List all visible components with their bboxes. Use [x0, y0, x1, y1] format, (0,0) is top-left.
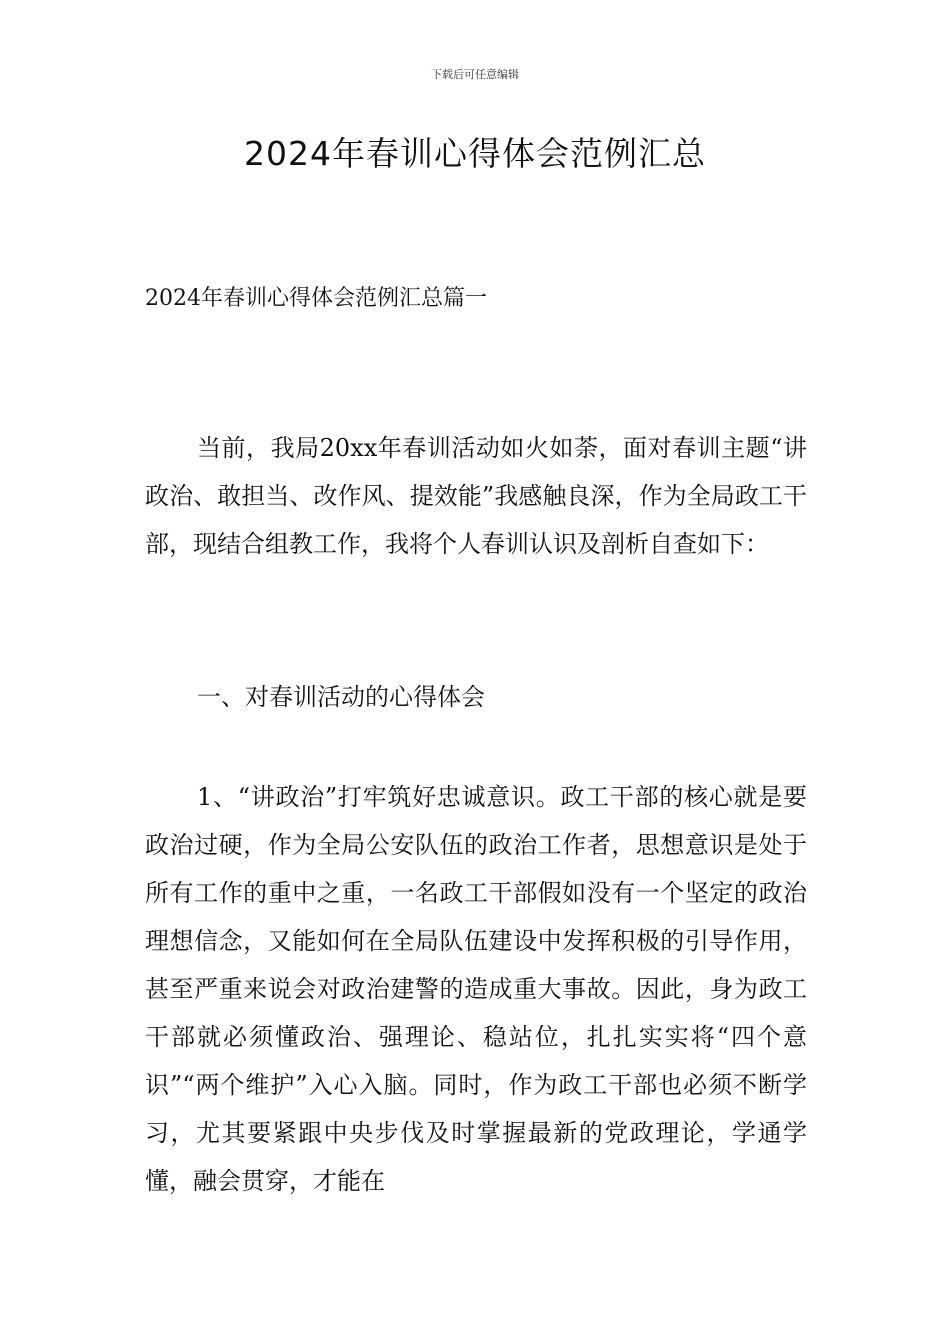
header-note: 下载后可任意编辑 [431, 68, 519, 81]
section-heading: 2024年春训心得体会范例汇总篇一 [145, 286, 487, 311]
paragraph-intro: 当前，我局20xx年春训活动如火如荼，面对春训主题“讲政治、敢担当、改作风、提效能”我感触良深，作为全局政工干部，现结合组教工作，我将个人春训认识及剖析自查如下： [145, 434, 807, 558]
document-title: 2024年春训心得体会范例汇总 [244, 134, 706, 173]
paragraph-subheading: 一、对春训活动的心得体会 [197, 683, 485, 711]
paragraph-point-1: 1、“讲政治”打牢筑好忠诚意识。政工干部的核心就是要政治过硬，作为全局公安队伍的政治工作者，思想意识是处于所有工作的重中之重，一名政工干部假如没有一个坚定的政治理想信念，又能如何在全局队伍建设中发挥积极的引导作用，甚至严重来说会对政治建警的造成重大事故。因此，身为政工干部就必须懂政治、强理论、稳站位，扎扎实实将“四个意识”“两个维护”入心入脑。同时，作为政工干部也必须不断学习，尤其要紧跟中央步伐及时掌握最新的党政理论，学通学懂，融会贯穿，才能在 [145, 783, 807, 1195]
